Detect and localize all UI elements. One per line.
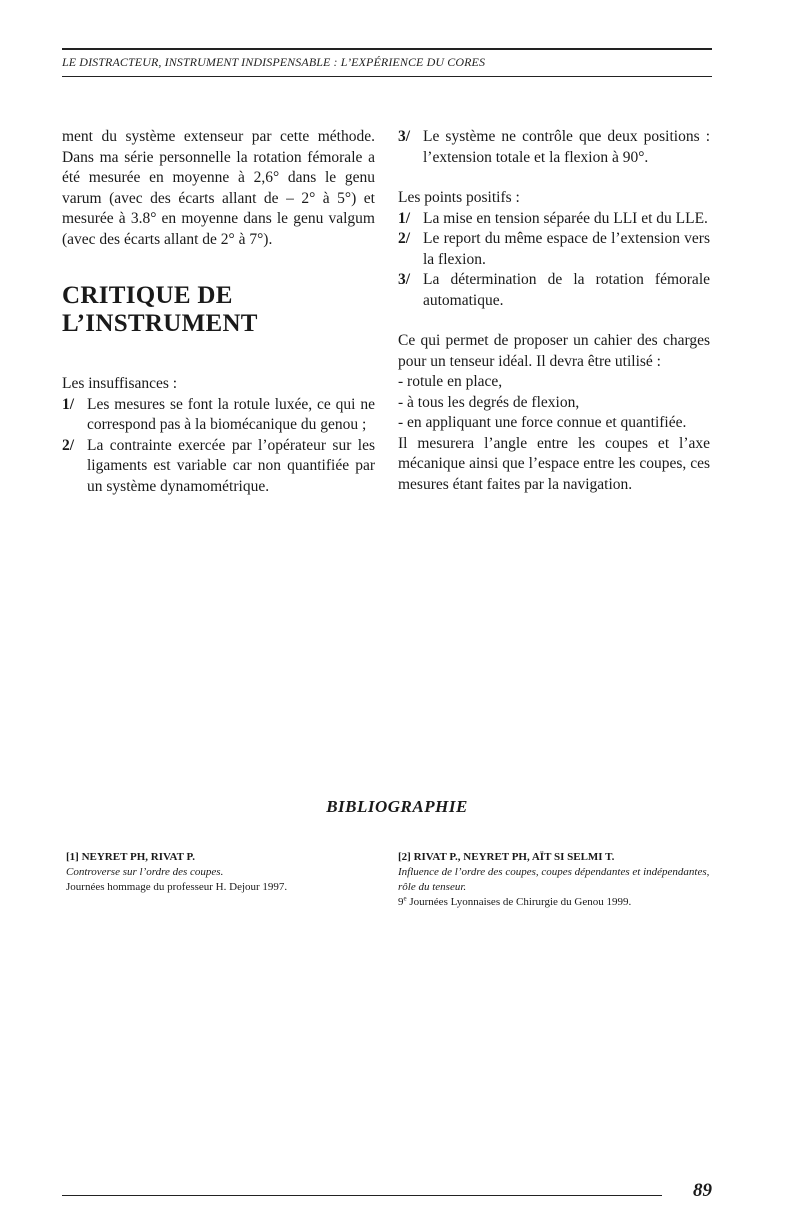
insufficiency-item-3 <box>398 127 710 168</box>
spec-intro: Ce qui permet de proposer un cahier des charges pour un tenseur idéal. Il devra être utilisé : <box>398 332 710 370</box>
section-title-line-2: L’INSTRUMENT <box>62 310 258 337</box>
positive-item-2 <box>398 229 710 270</box>
item-number: 1/ <box>398 209 411 227</box>
reference-source-text: Journées Lyonnaises de Chirurgie du Genou 1999. <box>406 896 632 908</box>
insufficiency-item-2 <box>62 436 375 498</box>
item-text: La mise en tension séparée du LLI et du LLE. <box>423 209 708 227</box>
item-number: 3/ <box>398 271 411 288</box>
insufficiencies-label: Les insuffisances : <box>62 375 178 392</box>
right-column <box>398 127 710 495</box>
reference-2 <box>398 850 710 910</box>
left-column <box>62 127 375 497</box>
positive-item-3 <box>398 270 710 311</box>
header-bottom-rule <box>62 76 712 77</box>
insufficiency-item-1 <box>62 395 375 436</box>
item-number: 2/ <box>398 230 411 247</box>
header-top-rule <box>62 48 712 50</box>
item-text: Le système ne contrôle que deux positions : l’extension totale et la flexion à 90°. <box>423 128 710 166</box>
reference-authors: [2] RIVAT P., NEYRET PH, AÏT SI SELMI T. <box>398 851 615 863</box>
reference-source <box>66 880 366 895</box>
item-text: Le report du même espace de l’extension vers la flexion. <box>423 230 710 268</box>
item-text: La détermination de la rotation fémorale automatique. <box>423 271 710 309</box>
item-text: La contrainte exercée par l’opérateur sur les ligaments est variable car non quantifiée par un système dynamométrique. <box>87 436 375 495</box>
section-title-line-1: CRITIQUE DE <box>62 282 233 309</box>
reference-source-superscript: e <box>403 894 407 903</box>
running-header: LE DISTRACTEUR, INSTRUMENT INDISPENSABLE : L’EXPÉRIENCE DU CORES <box>62 55 486 69</box>
reference-authors: [1] NEYRET PH, RIVAT P. <box>66 851 195 863</box>
positives-label: Les points positifs : <box>398 189 520 206</box>
page-number: 89 <box>693 1180 712 1201</box>
footer-rule <box>62 1195 662 1196</box>
item-number: 1/ <box>62 395 75 413</box>
reference-source-text: Journées hommage du professeur H. Dejour 1997. <box>66 881 288 893</box>
spec-item-2: - à tous les degrés de flexion, <box>398 393 580 411</box>
item-number: 3/ <box>398 128 411 145</box>
spec-item-3: - en appliquant une force connue et quantifiée. <box>398 414 687 431</box>
reference-source-number: 9 <box>398 896 404 908</box>
intro-paragraph: ment du système extenseur par cette méthode. Dans ma série personnelle la rotation fémorale a été mesurée en moyenne à 2,6° dans le genu varum (avec des écarts allant de – 2° à 5°) et mesurée à 3.8° en moyenne dans le genu valgum (avec des écarts allant de 2° à 7°). <box>62 128 375 248</box>
section-title <box>62 282 375 338</box>
reference-title: Influence de l’ordre des coupes, coupes dépendantes et indépendantes, rôle du tenseur. <box>398 866 710 893</box>
spec-item-1: - rotule en place, <box>398 373 503 390</box>
positive-item-1 <box>398 209 710 230</box>
reference-source <box>398 895 710 910</box>
reference-title: Controverse sur l’ordre des coupes. <box>66 866 224 878</box>
reference-1 <box>66 850 366 895</box>
bibliography-title: BIBLIOGRAPHIE <box>326 797 468 816</box>
item-number: 2/ <box>62 436 75 454</box>
final-paragraph: Il mesurera l’angle entre les coupes et l’axe mécanique ainsi que l’espace entre les coupes, ces mesures étant faites par la navigation. <box>398 434 710 493</box>
item-text: Les mesures se font la rotule luxée, ce qui ne correspond pas à la biomécanique du genou ; <box>87 395 375 433</box>
